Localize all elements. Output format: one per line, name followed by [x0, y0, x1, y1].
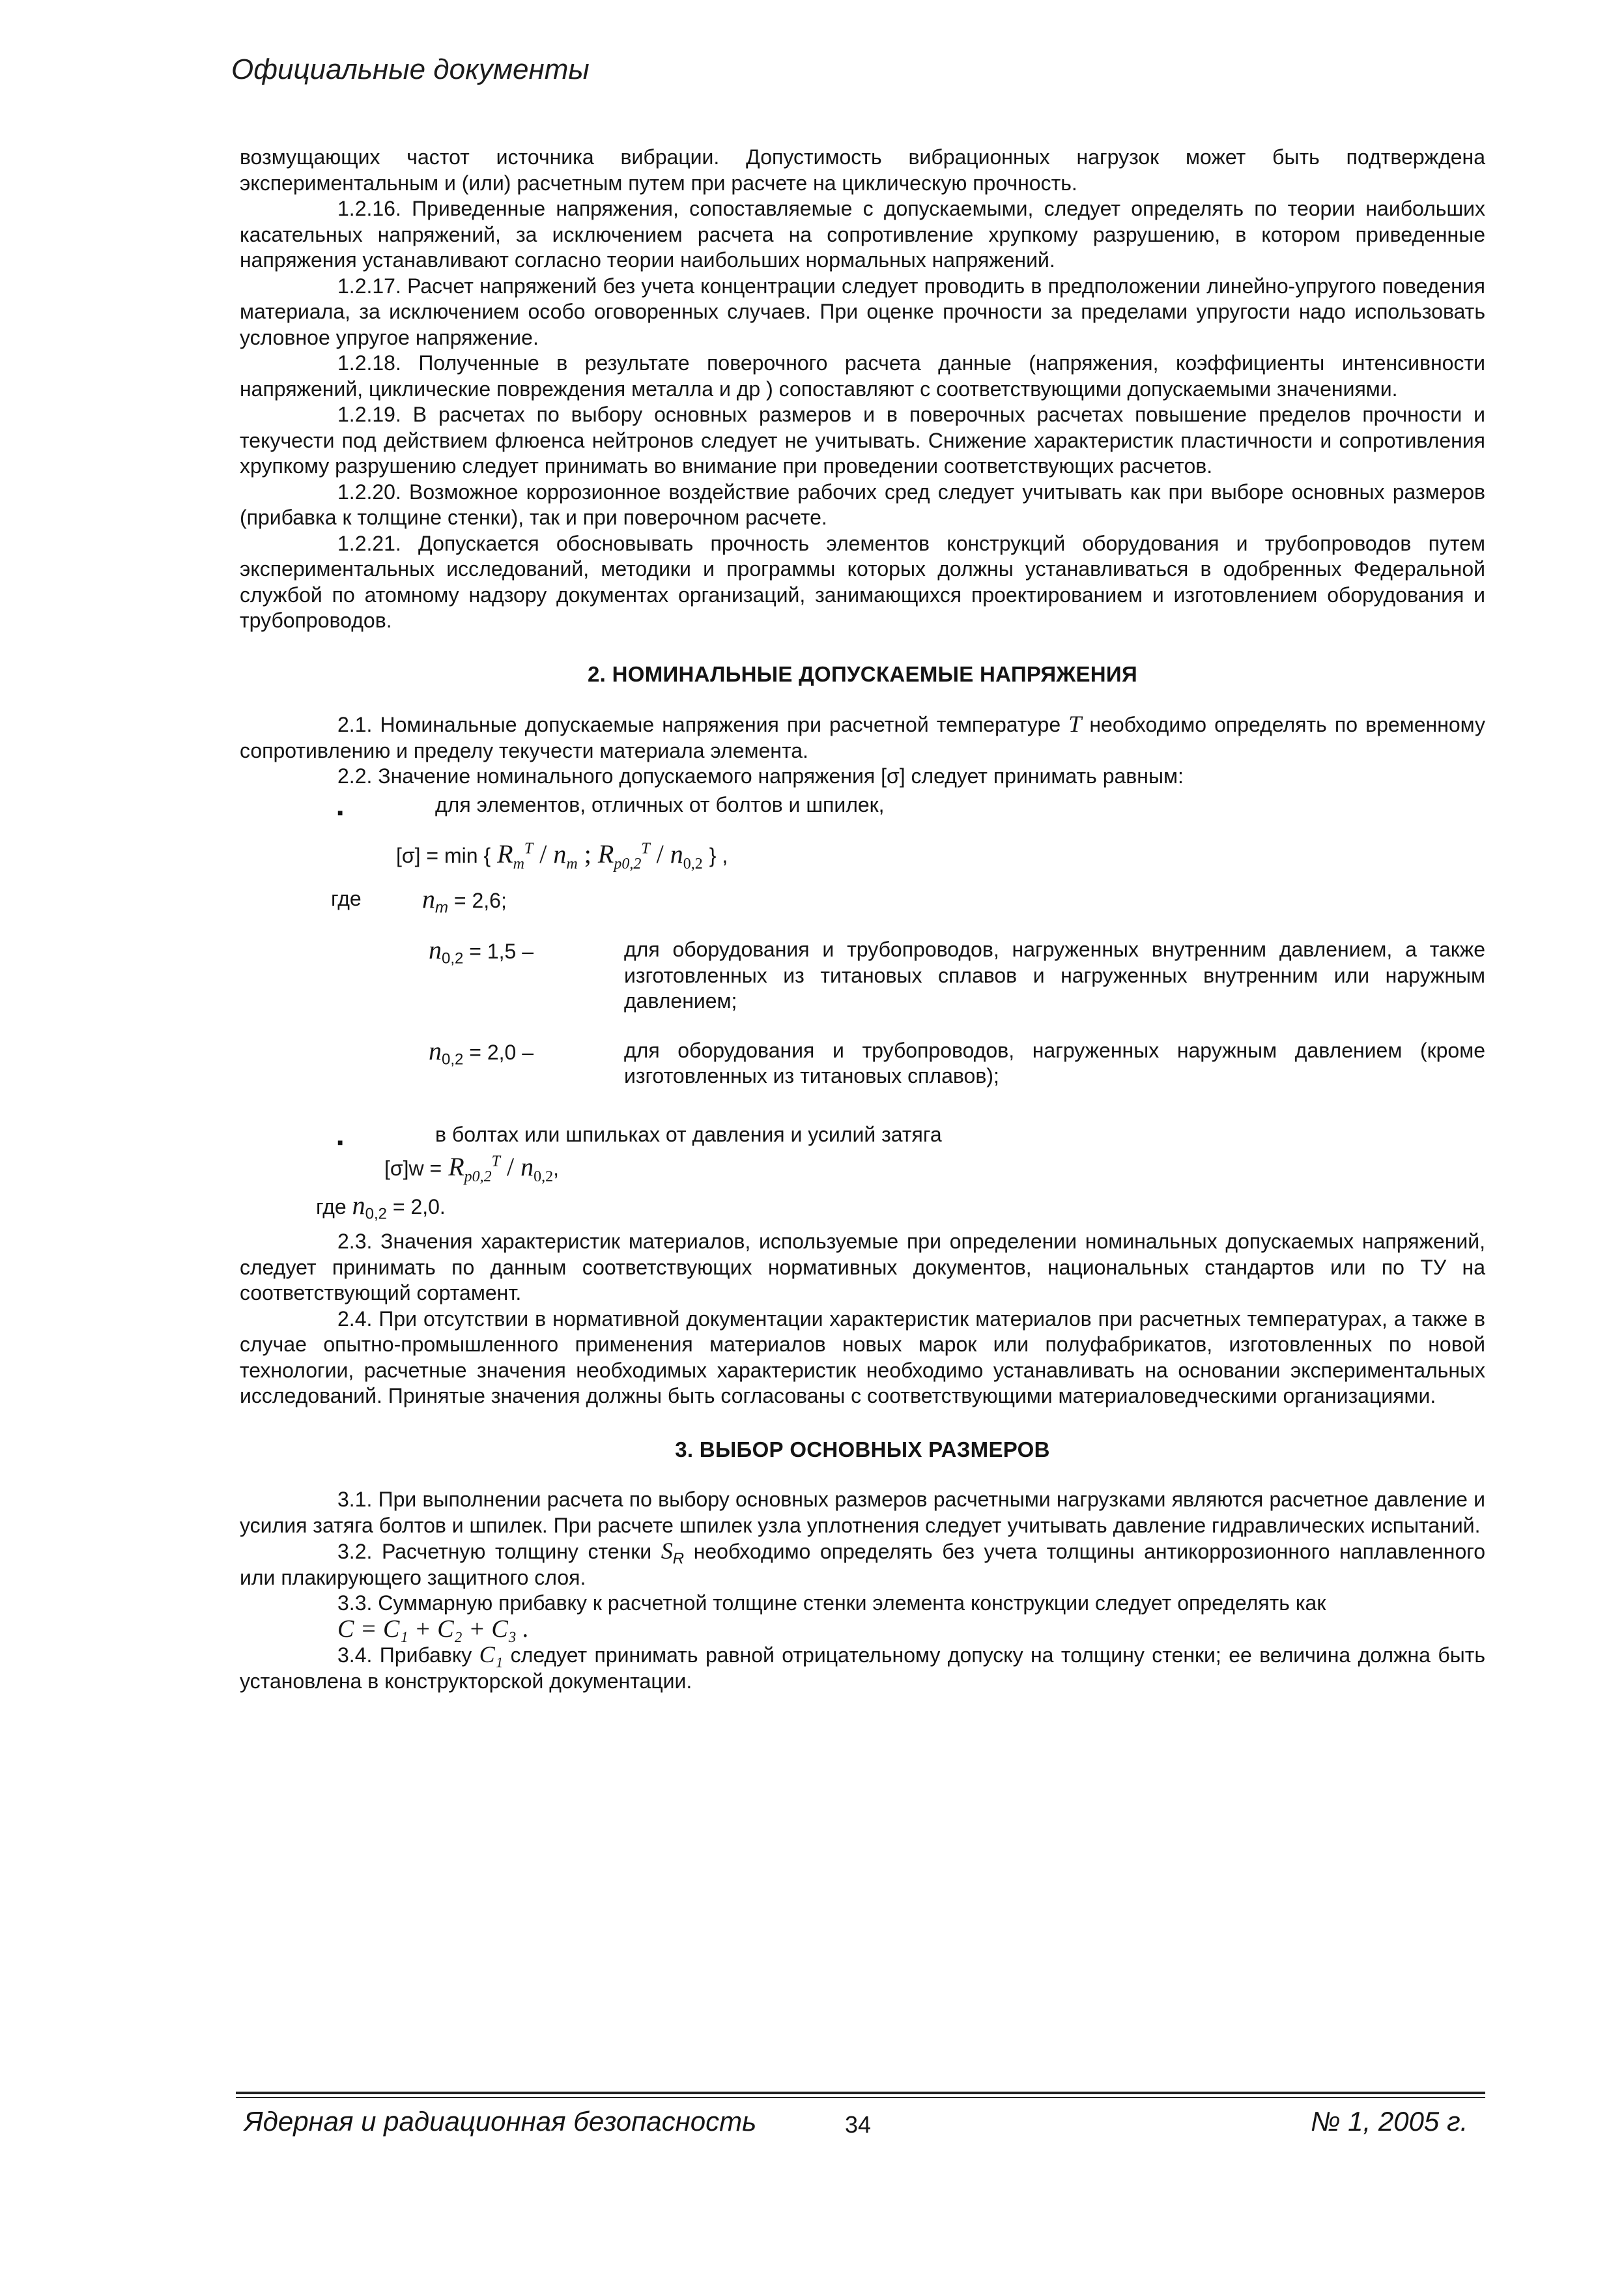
paragraph-3-4-end: следует принимать равной отрицательному допуску на толщину стенки; ее величина должна быть установлена в конструкторской документации. — [240, 1643, 1486, 1693]
where-bolt — [240, 1192, 1485, 1220]
paragraph-2-1 — [240, 712, 1485, 764]
paragraph-2-2: 2.2. Значение номинального допускаемого напряжения [σ] следует принимать равным: — [337, 764, 1184, 788]
where-description-external-pressure: для оборудования и трубопроводов, нагруженных наружным давлением (кроме изготовленных из титановых сплавов); — [624, 1038, 1485, 1088]
where-label: где — [331, 886, 362, 910]
paragraph-intro: возмущающих частот источника вибрации. Допустимость вибрационных нагрузок может быть подтверждена экспериментальным и (или) расчетным путем при расчете на циклическую прочность. — [240, 145, 1485, 195]
formula-bolt-sub-02: 0,2 — [534, 1168, 554, 1185]
where-sub-02: 0,2 — [442, 1050, 464, 1068]
formula-bolt-symbol-r: R — [448, 1152, 464, 1181]
formula-allowable-stress: [σ] = min { $R_m^T / n_m$ ; $R_{p0,2}^T / n_{0,2}$ } , — [396, 839, 728, 872]
footer-journal-title: Ядерная и радиационная безопасность — [244, 2106, 757, 2137]
section-2-heading: 2. НОМИНАЛЬНЫЕ ДОПУСКАЕМЫЕ НАПРЯЖЕНИЯ — [588, 661, 1137, 686]
section-3-heading: 3. ВЫБОР ОСНОВНЫХ РАЗМЕРОВ — [675, 1437, 1050, 1462]
where-description-internal-pressure: для оборудования и трубопроводов, нагруженных внутренним давлением, а также изготовленных из титановых сплавов и нагруженных внутренним или наружным давлением; — [624, 938, 1485, 1013]
where-value-nm: = 2,6; — [453, 888, 507, 912]
formula-bolt-lhs: [σ]w = — [384, 1157, 442, 1180]
bullet-text-elements: для элементов, отличных от болтов и шпилек, — [435, 792, 885, 816]
where-bolt-value: = 2,0. — [392, 1194, 446, 1218]
where-row-n02-internal — [240, 937, 1485, 1015]
footer-issue: № 1, 2005 г. — [1311, 2106, 1468, 2137]
bullet-item-elements — [240, 792, 1485, 818]
formula-sub-p02: p0,2 — [614, 856, 642, 872]
formula-symbol-r: R — [497, 839, 513, 869]
where-bolt-label: где — [316, 1194, 347, 1218]
formula-symbol-n: n — [553, 839, 567, 869]
formula-allowance-sum: C = C₁ + C₂ + C₃ . — [337, 1615, 529, 1643]
paragraph-3-2 — [240, 1538, 1485, 1591]
paragraph-2-4: 2.4. При отсутствии в нормативной документации характеристик материалов при расчетных температурах, а также в случае опытно-промышленного применения материалов новых марок или полуфабрикатов, изготовленных по новой технологии, расчетные значения необходимых характеристик необходимо устанавливать на основании экспериментальных исследований. Принятые значения должны быть согласованы с соответствующими материаловедческими организациями. — [240, 1306, 1485, 1407]
paragraph-2-1-start: 2.1. Номинальные допускаемые напряжения при расчетной температуре — [337, 713, 1061, 736]
bullet-item-bolts — [240, 1122, 1485, 1148]
where-value-n02-b: = 2,0 – — [469, 1040, 534, 1064]
bullet-text-bolts: в болтах или шпильках от давления и усилий затяга — [435, 1122, 942, 1146]
formula-bolt-sup-t: T — [491, 1153, 501, 1170]
wall-thickness-symbol: S — [661, 1538, 673, 1564]
paragraph-2-1-end: необходимо определять по временному сопротивлению и пределу текучести материала элемента. — [240, 713, 1486, 762]
formula-sup-t: T — [524, 840, 534, 857]
paragraph-1-2-19: 1.2.19. В расчетах по выбору основных размеров и в поверочных расчетах повышение пределов прочности и текучести под действием флюенса нейтронов следует не учитывать. Снижение характеристик пластичности и сопротивления хрупкому разрушению следует принимать во внимание при проведении соответствующих расчетов. — [240, 403, 1485, 478]
paragraph-1-2-17: 1.2.17. Расчет напряжений без учета концентрации следует проводить в предположении линейно-упругого поведения материала, за исключением особо оговоренных случаев. При оценке прочности за пределами упругости надо использовать условное упругое напряжение. — [240, 274, 1485, 349]
where-equation-n02-b — [429, 1035, 624, 1068]
paragraph-3-2-start: 3.2. Расчетную толщину стенки — [337, 1540, 652, 1563]
formula-symbol-r-2: R — [597, 839, 614, 869]
formula-sub-m: m — [513, 856, 524, 872]
formula-bolt-stress: $[\sigma]w = R_{p0,2}^T / n_{0,2}$, — [384, 1152, 560, 1185]
formula-sub-m-2: m — [566, 856, 578, 872]
footer-rule-thin — [236, 2097, 1485, 2098]
paragraph-3-1: 3.1. При выполнении расчета по выбору основных размеров расчетными нагрузками являются расчетное давление и усилия затяга болтов и шпилек. При расчете шпилек узла уплотнения следует учитывать давление гидравлических испытаний. — [240, 1488, 1485, 1537]
page-header-title: Официальные документы — [231, 53, 590, 85]
paragraph-1-2-21: 1.2.21. Допускается обосновывать прочность элементов конструкций оборудования и трубопроводов путем экспериментальных исследований, методики и программы которых должны устанавливаться в одобренных Федеральной службой по атомному надзору документах организаций, занимающихся проектированием и изготовлением оборудования и трубопроводов. — [240, 531, 1485, 632]
where-symbol-n: n — [422, 884, 435, 914]
where-row-nm — [240, 886, 1485, 914]
formula-bolt-symbol-n: n — [520, 1152, 534, 1181]
where-equation-nm — [422, 886, 618, 914]
formula-sub-02: 0,2 — [683, 856, 703, 872]
where-bolt-symbol-n: n — [352, 1190, 365, 1220]
where-bolt-sub-02: 0,2 — [365, 1204, 387, 1222]
formula-symbol-n-2: n — [670, 839, 683, 869]
paragraph-1-2-18: 1.2.18. Полученные в результате поверочного расчета данные (напряжения, коэффициенты интенсивности напряжений, циклические повреждения металла и др ) сопоставляют с соответствующими допускаемыми значениями. — [240, 351, 1485, 401]
paragraph-3-4 — [240, 1642, 1485, 1694]
where-sub-02: 0,2 — [442, 949, 464, 968]
paragraph-1-2-20: 1.2.20. Возможное коррозионное воздействие рабочих сред следует учитывать как при выборе основных размеров (прибавка к толщине стенки), так и при поверочном расчете. — [240, 480, 1485, 529]
paragraph-3-3: 3.3. Суммарную прибавку к расчетной толщине стенки элемента конструкции следует определять как — [337, 1591, 1326, 1615]
temperature-symbol: T — [1068, 711, 1082, 737]
formula-lhs: [σ] = min { — [396, 844, 491, 867]
where-sub-m: m — [435, 898, 448, 916]
where-equation-n02-a — [429, 935, 624, 968]
footer-rule-thick — [236, 2092, 1485, 2094]
paragraph-3-2-end: необходимо определять без учета толщины антикоррозионного наплавленного или плакирующего защитного слоя. — [240, 1540, 1486, 1589]
formula-rhs: } , — [709, 844, 728, 867]
where-row-n02-external — [240, 1035, 1485, 1089]
formula-sup-t-2: T — [641, 840, 650, 857]
allowance-c1-symbol: C₁ — [479, 1641, 504, 1667]
where-value-n02-a: = 1,5 – — [469, 940, 534, 963]
footer-page-number: 34 — [845, 2111, 872, 2138]
formula-bolt-sub-p02: p0,2 — [464, 1168, 492, 1185]
paragraph-3-4-start: 3.4. Прибавку — [337, 1643, 472, 1667]
paragraph-2-3: 2.3. Значения характеристик материалов, используемые при определении номинальных допускаемых напряжений, следует принимать по данным соответствующих нормативных документов, национальных стандартов или по ТУ на соответствующий сортамент. — [240, 1230, 1485, 1304]
where-symbol-n: n — [429, 1035, 442, 1065]
document-body — [240, 145, 1485, 1694]
where-symbol-n: n — [429, 935, 442, 964]
paragraph-1-2-16: 1.2.16. Приведенные напряжения, сопоставляемые с допускаемыми, следует определять по теории наибольших касательных напряжений, за исключением расчета на сопротивление хрупкому разрушению, в котором приведенные напряжения устанавливают согласно теории наибольших нормальных напряжений. — [240, 197, 1485, 272]
wall-thickness-sub: R — [672, 1549, 685, 1568]
